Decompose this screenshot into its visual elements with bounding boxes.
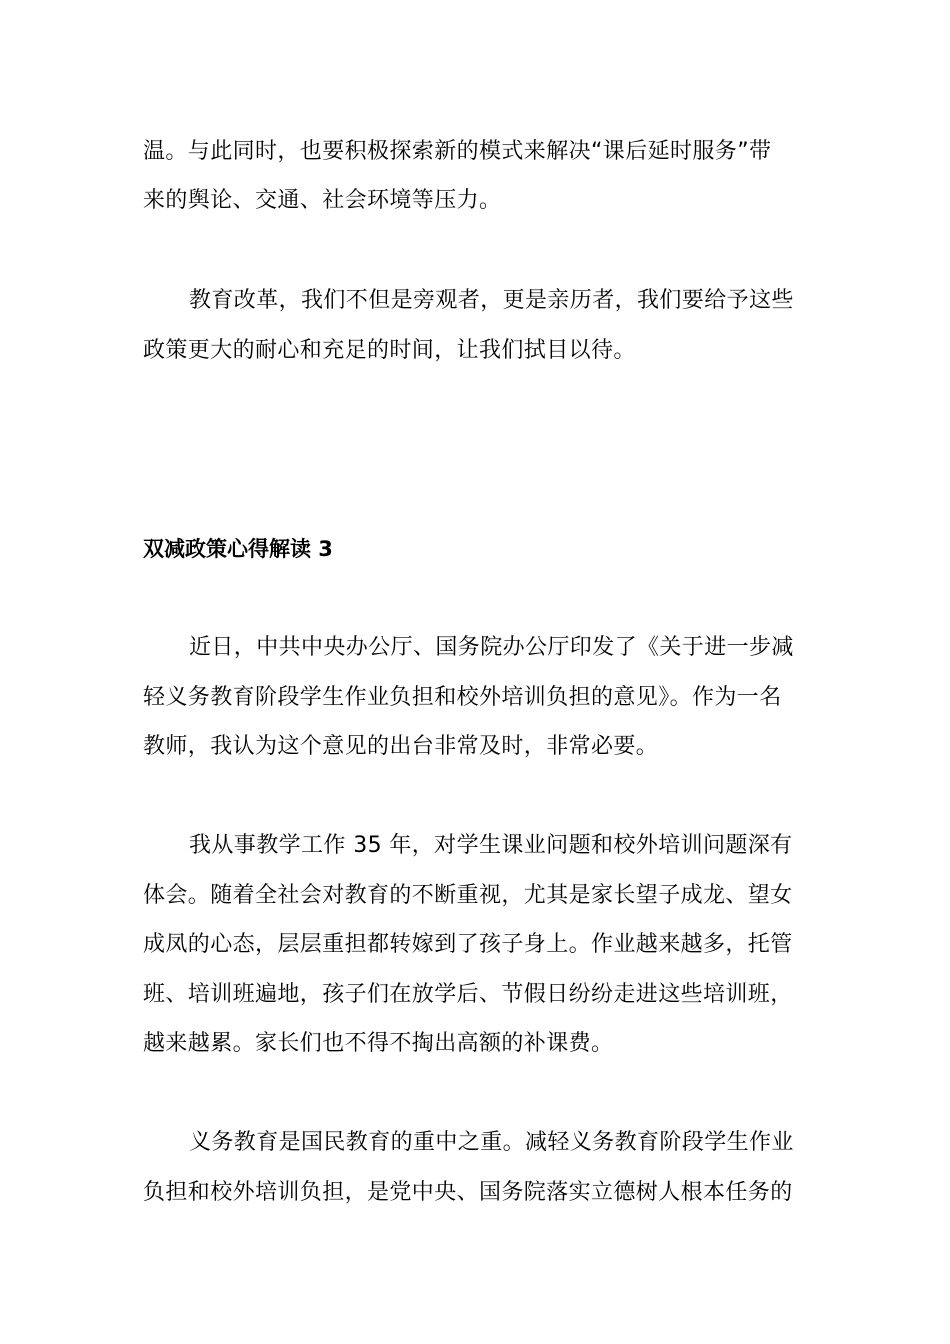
- paragraph-line: 政策更大的耐心和充足的时间，让我们拭目以待。: [143, 338, 636, 363]
- paragraph-line: 我从事教学工作 35 年，对学生课业问题和校外培训问题深有: [189, 833, 793, 858]
- paragraph-line: 温。与此同时，也要积极探索新的模式来解决“课后延时服务”带: [143, 139, 772, 164]
- paragraph-line: 成凤的心态，层层重担都转嫁到了孩子身上。作业越来越多，托管: [143, 932, 793, 957]
- paragraph-line: 近日，中共中央办公厅、国务院办公厅印发了《关于进一步减: [189, 635, 794, 660]
- paragraph-line: 轻义务教育阶段学生作业负担和校外培训负担的意见》。作为一名: [143, 685, 782, 710]
- paragraph-line: 教育改革，我们不但是旁观者，更是亲历者，我们要给予这些: [189, 288, 794, 313]
- paragraph-line: 班、培训班遍地，孩子们在放学后、节假日纷纷走进这些培训班，: [143, 982, 793, 1007]
- paragraph-line: 教师，我认为这个意见的出台非常及时，非常必要。: [143, 734, 659, 759]
- paragraph-line: 越来越累。家长们也不得不掏出高额的补课费。: [143, 1031, 614, 1056]
- paragraph-line: 义务教育是国民教育的重中之重。减轻义务教育阶段学生作业: [189, 1130, 794, 1155]
- section-heading: 双减政策心得解读 3: [143, 537, 333, 561]
- paragraph-line: 来的舆论、交通、社会环境等压力。: [143, 188, 502, 213]
- paragraph-line: 体会。随着全社会对教育的不断重视，尤其是家长望子成龙、望女: [143, 883, 793, 908]
- paragraph-line: 负担和校外培训负担，是党中央、国务院落实立德树人根本任务的: [143, 1180, 793, 1205]
